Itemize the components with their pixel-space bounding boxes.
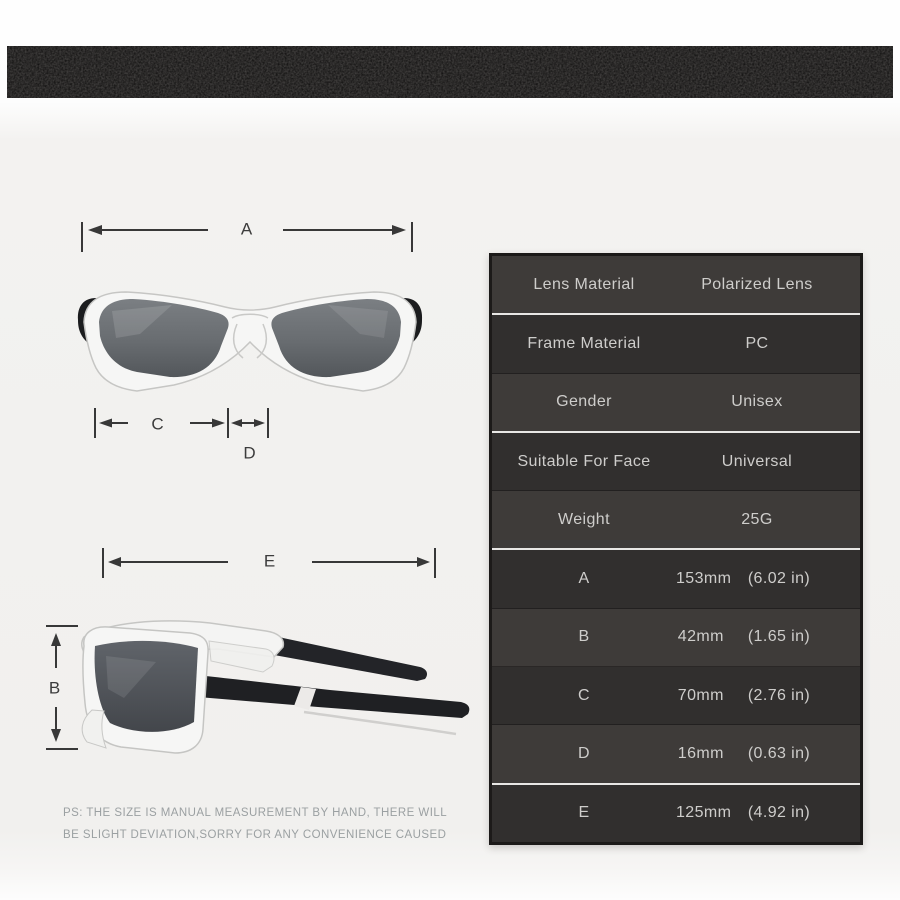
- banner-grain-texture: [7, 46, 893, 98]
- sunglasses-front-view-image: [74, 278, 426, 400]
- spec-label: Gender: [556, 393, 612, 411]
- dimension-row-a: [492, 550, 860, 608]
- dimension-label-d: D: [243, 443, 257, 463]
- spec-value: PC: [745, 334, 769, 352]
- side-nose-piece: [82, 710, 106, 748]
- spec-label: Weight: [558, 510, 610, 528]
- spec-value: Polarized Lens: [701, 275, 813, 293]
- side-upper-temple-arm: [263, 636, 427, 681]
- dimension-mm: 16mm: [677, 745, 724, 763]
- spec-label: Frame Material: [527, 334, 641, 352]
- measure-d-lines: [231, 408, 268, 438]
- spec-row-suitable-for-face: [492, 433, 860, 491]
- dimension-inch: (2.76 in): [747, 686, 811, 704]
- dimension-inch: (0.63 in): [747, 745, 811, 763]
- dimension-label-a: A: [240, 219, 254, 239]
- dimension-row-b: [492, 609, 860, 667]
- dimension-inch: (4.92 in): [747, 804, 811, 822]
- dimension-inch: (6.02 in): [747, 570, 811, 588]
- dimension-row-e: [492, 785, 860, 842]
- dimension-label-c: C: [151, 414, 165, 434]
- spec-row-frame-material: [492, 315, 860, 373]
- spec-table: [489, 253, 863, 845]
- texture-banner: [7, 46, 893, 98]
- dimension-mm: 153mm: [676, 570, 732, 588]
- spec-value: Universal: [721, 452, 793, 470]
- sunglasses-side-view-image: [68, 610, 472, 768]
- dimension-mm: 42mm: [677, 628, 724, 646]
- spec-row-gender: [492, 374, 860, 433]
- dimension-label-b: B: [48, 678, 62, 698]
- size-note-line-2: BE SLIGHT DEVIATION,SORRY FOR ANY CONVENIENCE CAUSED: [63, 829, 447, 841]
- dimension-mm: 70mm: [677, 686, 724, 704]
- dimension-key: C: [578, 686, 590, 704]
- spec-label: Suitable For Face: [517, 452, 651, 470]
- dimension-key: B: [578, 628, 590, 646]
- dimension-label-e: E: [263, 551, 277, 571]
- size-note-line-1: PS: THE SIZE IS MANUAL MEASUREMENT BY HAND, THERE WILL: [63, 807, 448, 819]
- dimension-inch: (1.65 in): [747, 628, 811, 646]
- dimension-key: A: [578, 570, 590, 588]
- dimension-key: E: [578, 804, 590, 822]
- dimension-mm: 125mm: [676, 804, 732, 822]
- size-disclaimer-note: [63, 802, 447, 846]
- dimension-row-d: [492, 725, 860, 784]
- spec-value: Unisex: [731, 393, 783, 411]
- spec-value: 25G: [741, 510, 773, 528]
- spec-row-weight: [492, 491, 860, 550]
- spec-row-lens-material: [492, 256, 860, 315]
- dimension-row-c: [492, 667, 860, 725]
- dimension-key: D: [578, 745, 590, 763]
- spec-label: Lens Material: [533, 275, 635, 293]
